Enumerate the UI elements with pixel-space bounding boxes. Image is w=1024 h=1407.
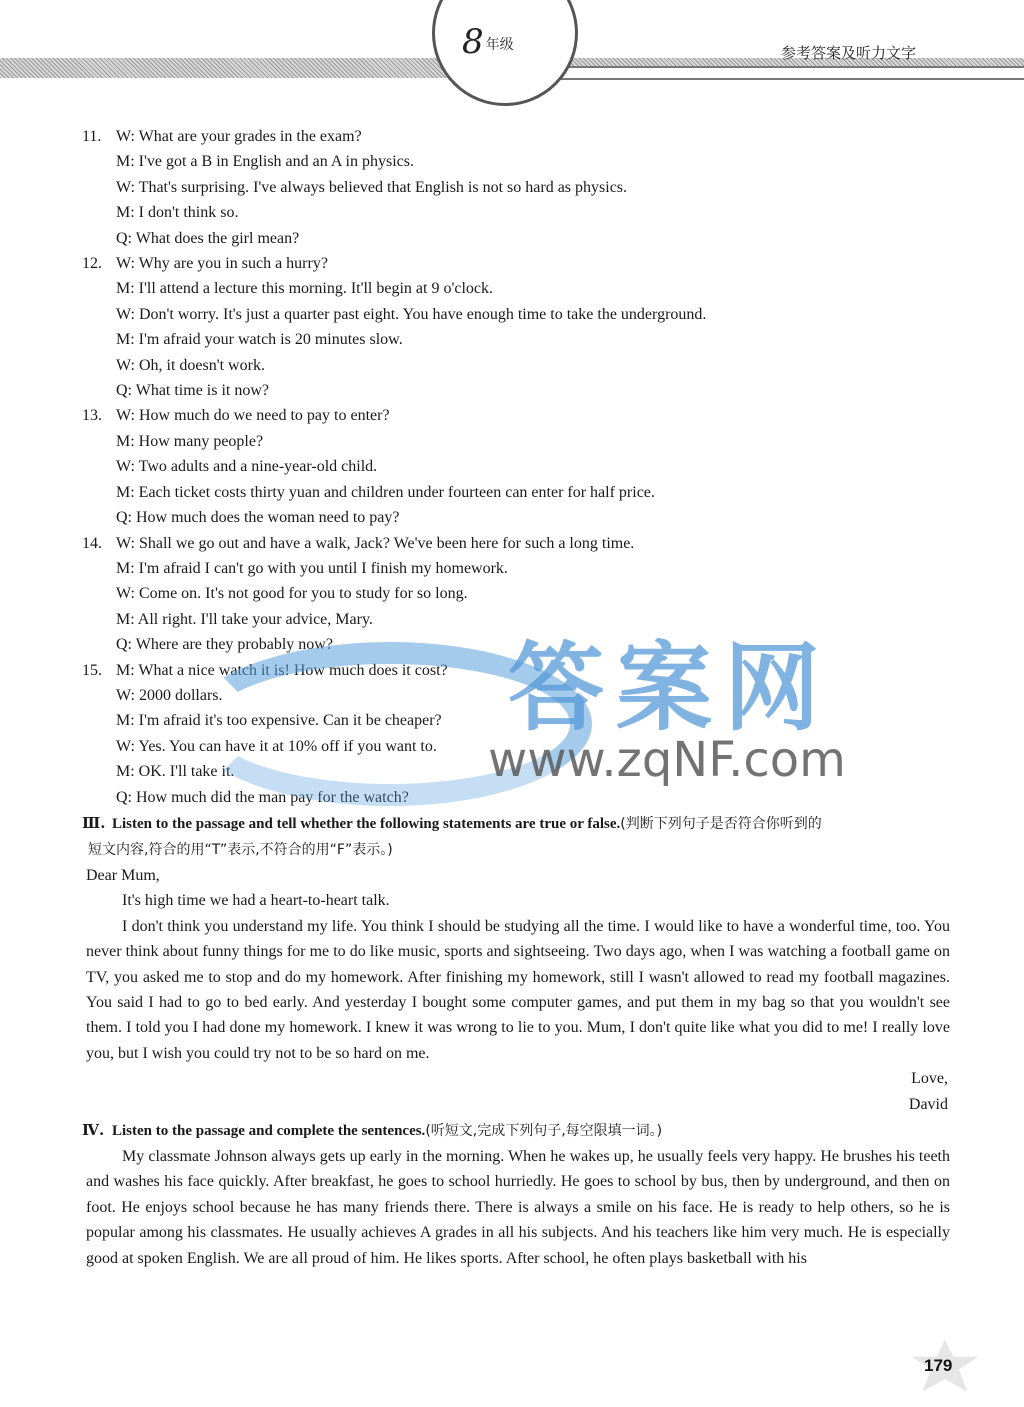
dialog-text: Q: What does the girl mean? [116,229,300,247]
section-4-passage [82,1144,950,1271]
dialog-text: W: Oh, it doesn't work. [116,356,265,374]
section-3-heading-cn-line2: 短文内容,符合的用“T”表示,不符合的用“F”表示。) [88,841,393,858]
dialog-text: M: What a nice watch it is! How much does it cost? [116,661,448,679]
dialog-text: Q: Where are they probably now? [116,636,333,654]
dialog-text: M: I've got a B in English and an A in physics. [116,153,414,171]
dialog-text: M: OK. I'll take it. [116,763,235,781]
dialog-text: Q: How much does the woman need to pay? [116,509,400,527]
dialog-text: M: I'm afraid I can't go with you until I finish my homework. [116,559,508,577]
letter-body [82,888,950,1066]
dialog-text: W: Come on. It's not good for you to study for so long. [116,585,468,603]
header-title: 参考答案及听力文字 [780,44,916,62]
section-4-heading-cn: (听短文,完成下列句子,每空限填一词。) [425,1123,663,1140]
dialog-text: M: All right. I'll take your advice, Mary. [116,610,373,628]
dialog-text: W: 2000 dollars. [116,686,223,704]
dialog-line [82,378,950,403]
dialog-line [82,581,950,606]
dialog-text: W: Yes. You can have it at 10% off if you want to. [116,737,437,755]
grade-number: 8 [462,22,484,62]
dialog-line [82,785,950,810]
dialog-line [82,556,950,581]
dialog-line [82,175,950,200]
letter-signature: David [908,1095,948,1113]
section-3-heading-cn: (判断下列句子是否符合你听到的 [620,815,822,832]
dialog-line [82,200,950,225]
header-rule [560,66,1024,80]
dialog-line [82,276,950,301]
dialog-line [82,759,950,784]
dialog-line [82,454,950,479]
watermark-url: www.zqNF.com [488,732,846,788]
question-number: 14. [82,534,102,552]
dialog-text: M: I'm afraid it's too expensive. Can it be cheaper? [116,712,442,730]
section-3-heading-en: Listen to the passage and tell whether the following statements are true or false. [112,815,621,832]
section-4-paragraph: My classmate Johnson always gets up early in the morning. When he wakes up, he usually feels very happy. He brushes his teeth and washes his face quickly. After breakfast, he goes to school hurriedly. He goes to school by bus, then by underground, and then on foot. He enjoys school because he has many friends there. There is always a smile on his face. He is ready to help others, so he is popular among his classmates. He usually achieves A grades in all his subjects. And his teachers like him very much. He is especially good at spoken English. We are all proud of him. He likes sports. After school, he often plays basketball with his [86,1148,950,1267]
dialog-text: W: Shall we go out and have a walk, Jack? We've been here for such a long time. [116,534,635,552]
question-number: 12. [82,255,102,273]
dialog-line [82,708,950,733]
dialog-text: W: That's surprising. I've always believed that English is not so hard as physics. [116,178,628,196]
section-3-number: Ⅲ. [82,813,106,832]
dialog-line [82,327,950,352]
section-4-heading [82,1117,950,1144]
section-3-heading [82,810,950,837]
dialog-text: M: I'm afraid your watch is 20 minutes slow. [116,331,403,349]
dialog-line [82,429,950,454]
dialogs-section [82,124,950,810]
page-content [82,124,950,1271]
dialog-line [82,149,950,174]
dialog-line [82,658,950,683]
dialog-line [82,632,950,657]
grade-label: 年级 [485,37,514,53]
dialog-text: M: I don't think so. [116,204,239,222]
dialog-text: W: How much do we need to pay to enter? [116,407,390,425]
dialog-text: Q: What time is it now? [116,382,270,400]
dialog-line [82,531,950,556]
dialog-line [82,251,950,276]
letter-paragraph-1: It's high time we had a heart-to-heart talk. [122,892,390,910]
dialog-line [82,480,950,505]
dialog-text: M: Each ticket costs thirty yuan and children under fourteen can enter for half price. [116,483,655,501]
dialog-text: W: Why are you in such a hurry? [116,255,328,273]
dialog-line [82,505,950,530]
dialog-line [82,607,950,632]
dialog-line [82,226,950,251]
dialog-text: Q: How much did the man pay for the watch? [116,788,409,806]
dialog-line [82,302,950,327]
dialog-text: W: Don't worry. It's just a quarter past eight. You have enough time to take the underground. [116,305,707,323]
dialog-line [82,124,950,149]
page-number-badge [910,1340,980,1396]
question-number: 11. [82,128,102,145]
dialog-text: M: I'll attend a lecture this morning. It'll begin at 9 o'clock. [116,280,493,298]
dialog-line [82,403,950,428]
watermark-text: 答案网 [508,632,832,744]
letter-signoff: Love, [911,1070,948,1088]
question-number: 15. [82,661,102,679]
dialog-text: W: Two adults and a nine-year-old child. [116,458,378,476]
section-4-heading-en: Listen to the passage and complete the sentences. [112,1123,426,1140]
letter-paragraph-2: I don't think you understand my life. You think I should be studying all the time. I would like to have a wonderful time, too. You never think about funny things for me to do like music, sports and sightseeing. Two days ago, when I was watching a football game on TV, you asked me to stop and do my homework. After finishing my homework, still I wasn't allowed to read my football magazines. You said I had to go to bed early. And yesterday I bought some computer games, and put them in my bag so that you wouldn't see them. I told you I had done my homework. I knew it was wrong to lie to you. Mum, I don't quite like what you did to me! I really love you, but I wish you could try not to be so hard on me. [86,917,950,1062]
dialog-text: M: How many people? [116,432,264,450]
dialog-line [82,353,950,378]
page-number: 179 [924,1356,953,1375]
section-4-number: Ⅳ. [82,1121,105,1140]
dialog-text: W: What are your grades in the exam? [116,128,362,145]
grade-logo [462,22,542,72]
letter-greeting: Dear Mum, [86,866,160,884]
dialog-line [82,683,950,708]
question-number: 13. [82,407,102,425]
dialog-line [82,734,950,759]
